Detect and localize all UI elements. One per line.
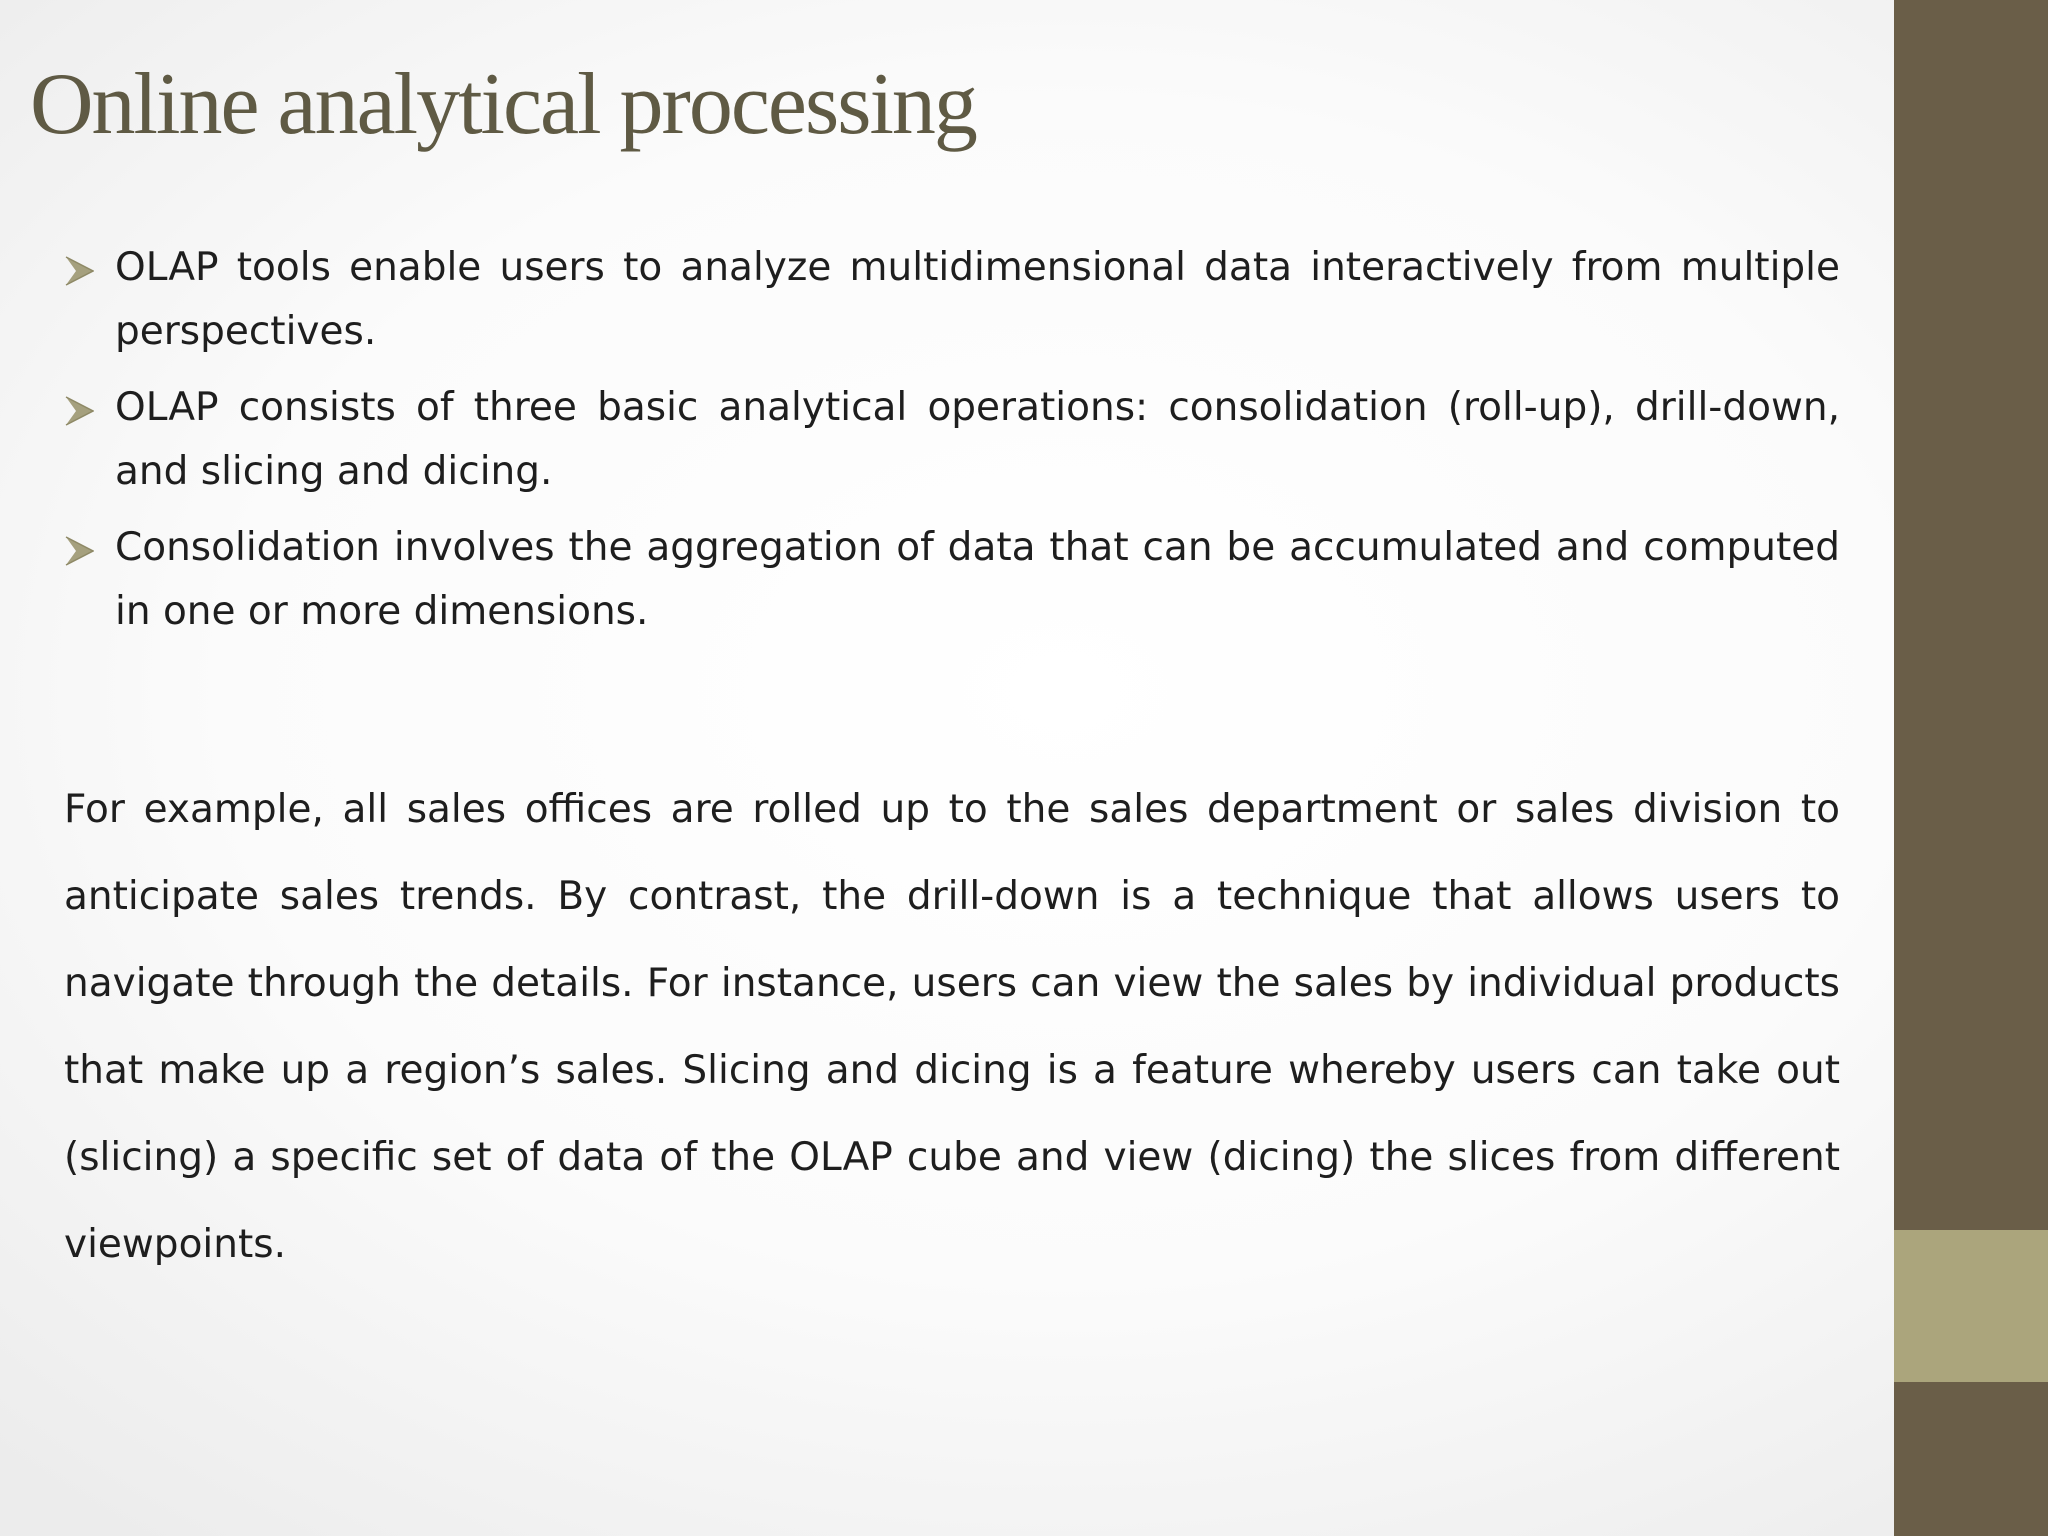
arrow-bullet-icon <box>64 536 94 566</box>
bullet-item <box>64 516 1840 644</box>
example-paragraph: For example, all sales offices are rolled up to the sales department or sales division to anticipate sales trends. By contrast, the drill-down is a technique that allows users to navigate through the details. For instance, users can view the sales by individual products that make up a region’s sales. Slicing and dicing is a feature whereby users can take out (slicing) a specific set of data of the OLAP cube and view (dicing) the slices from different viewpoints. <box>64 787 1840 1267</box>
slide-title: Online analytical processing <box>30 56 976 153</box>
bullet-list <box>64 236 1840 656</box>
bullet-item <box>64 376 1840 504</box>
bullet-text: OLAP tools enable users to analyze multidimensional data interactively from multiple perspectives. <box>115 245 1840 354</box>
arrow-bullet-icon <box>64 396 94 426</box>
bullet-text: Consolidation involves the aggregation of data that can be accumulated and computed in one or more dimensions. <box>115 525 1840 634</box>
arrow-bullet-icon <box>64 256 94 286</box>
side-accent-block <box>1894 1230 2048 1382</box>
bullet-text: OLAP consists of three basic analytical operations: consolidation (roll-up), drill-down, and slicing and dicing. <box>115 385 1840 494</box>
bullet-item <box>64 236 1840 364</box>
